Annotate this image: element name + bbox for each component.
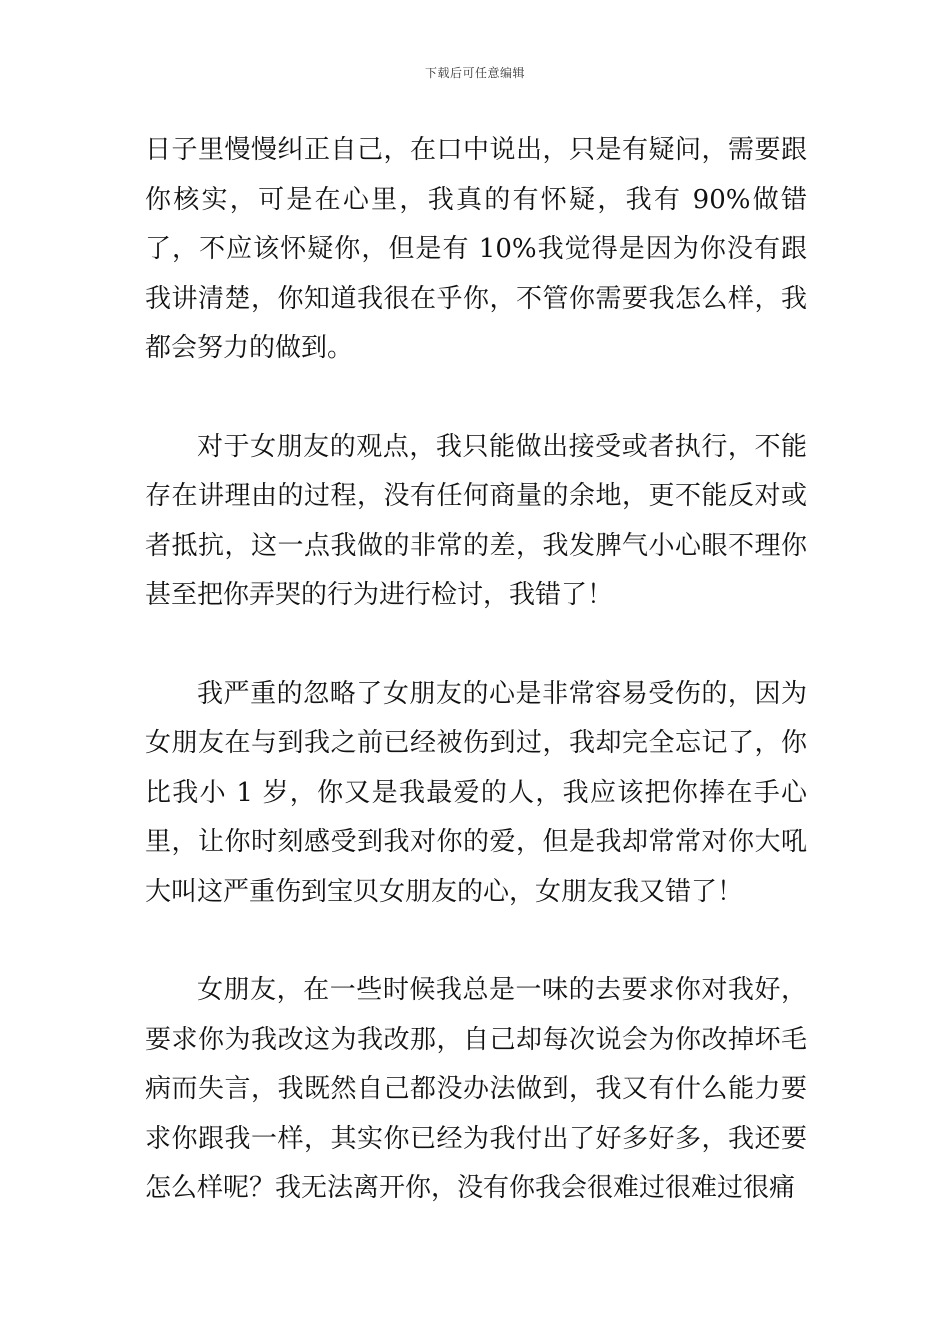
paragraph-1: 日子里慢慢纠正自己，在口中说出，只是有疑问，需要跟你核实，可是在心里，我真的有怀疑，我有 90%做错了，不应该怀疑你，但是有 10%我觉得是因为你没有跟我讲清楚，你知道我很在乎你，不管你需要我怎么样，我都会努力的做到。 <box>145 135 807 363</box>
paragraph-2: 对于女朋友的观点，我只能做出接受或者执行，不能存在讲理由的过程，没有任何商量的余地，更不能反对或者抵抗，这一点我做的非常的差，我发脾气小心眼不理你甚至把你弄哭的行为进行检讨，我错了！ <box>145 431 807 610</box>
page-header: 下载后可任意编辑 <box>424 66 525 80</box>
paragraph-3: 我严重的忽略了女朋友的心是非常容易受伤的，因为女朋友在与到我之前已经被伤到过，我却完全忘记了，你比我小 1 岁，你又是我最爱的人，我应该把你捧在手心里，让你时刻感受到我对你的爱，但是我却常常对你大吼大叫这严重伤到宝贝女朋友的心，女朋友我又错了！ <box>145 678 807 907</box>
paragraph-4: 女朋友，在一些时候我总是一味的去要求你对我好，要求你为我改这为我改那，自己却每次说会为你改掉坏毛病而失言，我既然自己都没办法做到，我又有什么能力要求你跟我一样，其实你已经为我付出了好多好多，我还要怎么样呢？我无法离开你，没有你我会很难过很难过很痛 <box>145 975 807 1203</box>
document-body <box>145 126 807 1214</box>
